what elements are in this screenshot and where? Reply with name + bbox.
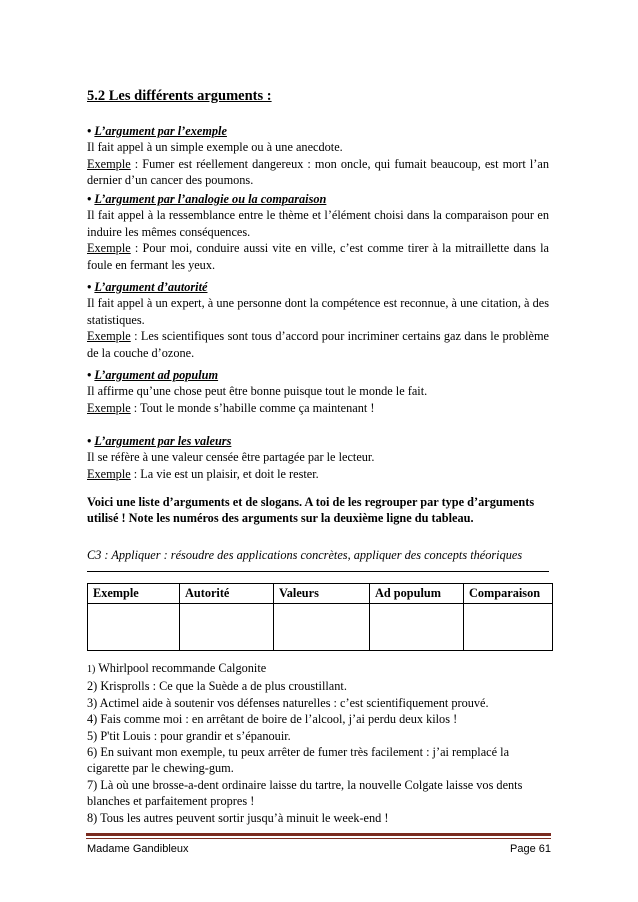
slogan-list <box>87 660 549 826</box>
answer-cell[interactable] <box>180 604 274 651</box>
argument-heading: • L’argument par l’analogie ou la comparaison <box>87 192 327 206</box>
argument-section-example <box>87 123 549 189</box>
footer-rule <box>86 833 551 836</box>
argument-description: Il fait appel à un simple exemple ou à une anecdote. <box>87 140 343 155</box>
argument-heading: • L’argument par l’exemple <box>87 124 227 138</box>
argument-example: Exemple : Fumer est réellement dangereux : mon oncle, qui fumait beaucoup, est mort l’an dernier d’un cancer des poumons. <box>87 156 549 188</box>
argument-section-analogy <box>87 191 549 273</box>
footer-rule-thin <box>86 838 551 839</box>
section-title: 5.2 Les différents arguments : <box>87 88 272 104</box>
argument-description: Il affirme qu’une chose peut être bonne puisque tout le monde le fait. <box>87 384 428 399</box>
answer-cell[interactable] <box>370 604 464 651</box>
answer-cell[interactable] <box>88 604 180 651</box>
table-header-cell: Comparaison <box>464 584 553 604</box>
list-item: 3) Actimel aide à soutenir vos défenses naturelles : c’est scientifiquement prouvé. <box>87 695 489 710</box>
classification-table <box>87 583 553 651</box>
argument-heading: • L’argument ad populum <box>87 368 219 382</box>
answer-cell[interactable] <box>464 604 553 651</box>
list-item: 1) Whirlpool recommande Calgonite <box>87 661 267 675</box>
argument-description: Il fait appel à un expert, à une personne dont la compétence est reconnue, à une citation, à des statistiques. <box>87 296 549 327</box>
argument-example: Exemple : Les scientifiques sont tous d’accord pour incriminer certains gaz dans le problème de la couche d’ozone. <box>87 329 549 360</box>
list-item: 8) Tous les autres peuvent sortir jusqu’à minuit le week-end ! <box>87 810 389 825</box>
list-item: 5) P'tit Louis : pour grandir et s’épanouir. <box>87 728 291 743</box>
list-item: 4) Fais comme moi : en arrêtant de boire de l’alcool, j’ai perdu deux kilos ! <box>87 712 458 727</box>
competence-rule <box>87 571 549 572</box>
argument-section-values <box>87 433 549 482</box>
list-item: 7) Là où une brosse-a-dent ordinaire laisse du tartre, la nouvelle Colgate laisse vos dents blanches et parfaitement propres ! <box>87 777 523 809</box>
footer-author: Madame Gandibleux <box>87 843 189 855</box>
table-header-row <box>88 584 553 604</box>
table-header-cell: Autorité <box>180 584 274 604</box>
exercise-instruction: Voici une liste d’arguments et de slogans. A toi de les regrouper par type d’arguments utilisé ! Note les numéros des arguments sur la deuxième ligne du tableau. <box>87 495 535 526</box>
footer-page-number: Page 61 <box>510 843 551 855</box>
table-header-cell: Valeurs <box>274 584 370 604</box>
argument-example: Exemple : Pour moi, conduire aussi vite en ville, c’est comme tirer à la mitraillette dans la foule en fermant les yeux. <box>87 241 549 272</box>
argument-description: Il se réfère à une valeur censée être partagée par le lecteur. <box>87 450 375 465</box>
argument-section-authority <box>87 279 549 361</box>
argument-heading: • L’argument d’autorité <box>87 280 208 294</box>
table-header-cell: Exemple <box>88 584 180 604</box>
competence-label: C3 : Appliquer : résoudre des applications concrètes, appliquer des concepts théoriques <box>87 548 523 562</box>
argument-description: Il fait appel à la ressemblance entre le thème et l’élément choisi dans la comparaison pour en induire les mêmes conséquences. <box>87 208 549 239</box>
argument-example: Exemple : La vie est un plaisir, et doit le rester. <box>87 466 319 481</box>
answer-cell[interactable] <box>274 604 370 651</box>
argument-example: Exemple : Tout le monde s’habille comme ça maintenant ! <box>87 400 375 415</box>
argument-section-ad-populum <box>87 367 549 416</box>
table-header-cell: Ad populum <box>370 584 464 604</box>
list-item: 2) Krisprolls : Ce que la Suède a de plus croustillant. <box>87 679 347 694</box>
argument-heading: • L’argument par les valeurs <box>87 434 232 448</box>
list-item: 6) En suivant mon exemple, tu peux arrêter de fumer très facilement : j’ai remplacé la cigarette par le chewing-gum. <box>87 745 510 776</box>
table-answer-row <box>88 604 553 651</box>
